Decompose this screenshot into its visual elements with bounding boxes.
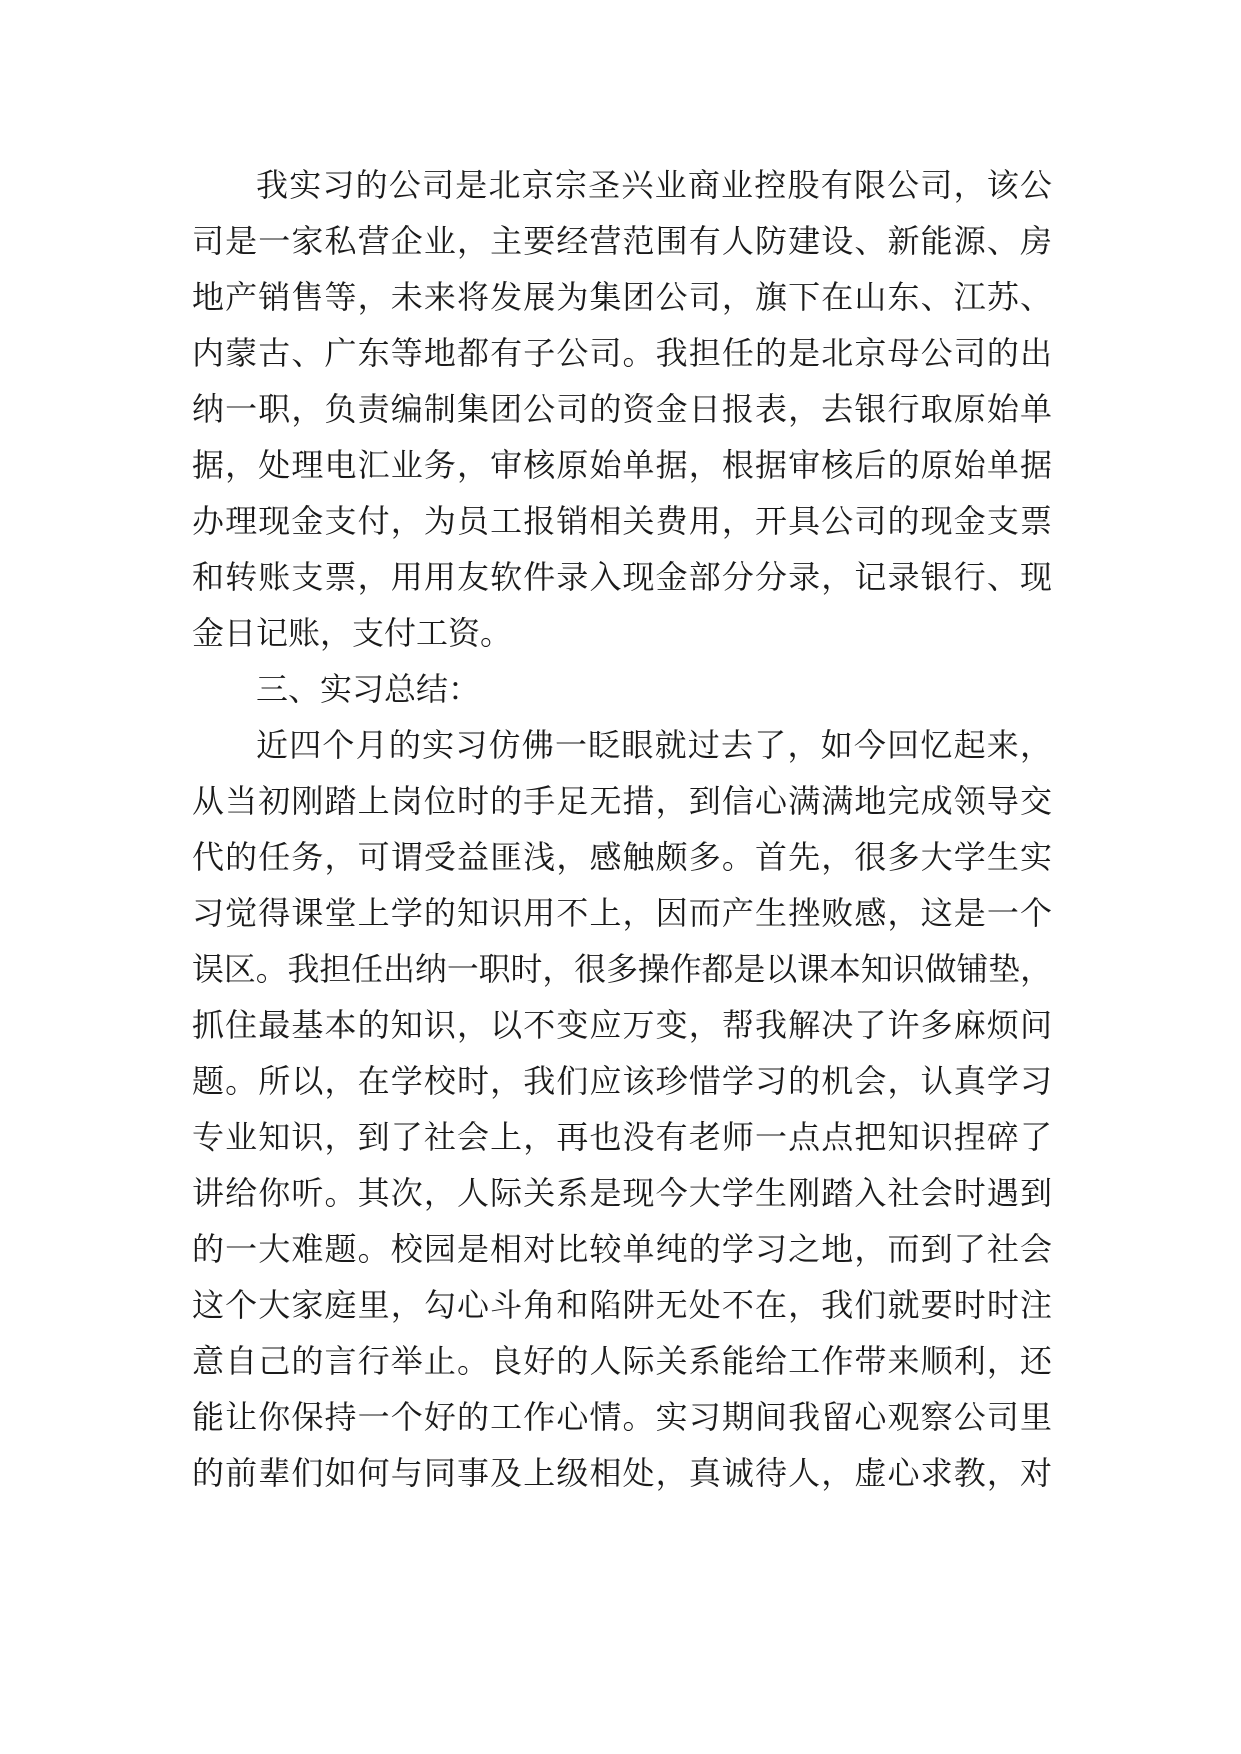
paragraph-line: 办理现金支付，为员工报销相关费用，开具公司的现金支票	[192, 502, 1054, 540]
paragraph-line: 这个大家庭里，勾心斗角和陷阱无处不在，我们就要时时注	[192, 1286, 1054, 1324]
section-heading: 三、实习总结：	[256, 670, 481, 708]
paragraph-line: 司是一家私营企业，主要经营范围有人防建设、新能源、房	[192, 222, 1054, 260]
paragraph-line: 近四个月的实习仿佛一眨眼就过去了，如今回忆起来，	[256, 726, 1054, 764]
paragraph-line: 专业知识，到了社会上，再也没有老师一点点把知识捏碎了	[192, 1118, 1054, 1156]
paragraph-line: 的一大难题。校园是相对比较单纯的学习之地，而到了社会	[192, 1230, 1054, 1268]
paragraph-line: 的前辈们如何与同事及上级相处，真诚待人，虚心求教，对	[192, 1454, 1054, 1492]
paragraph-line: 能让你保持一个好的工作心情。实习期间我留心观察公司里	[192, 1398, 1054, 1436]
paragraph-line: 意自己的言行举止。良好的人际关系能给工作带来顺利，还	[192, 1342, 1054, 1380]
paragraph-line: 题。所以，在学校时，我们应该珍惜学习的机会，认真学习	[192, 1062, 1054, 1100]
paragraph-line: 误区。我担任出纳一职时，很多操作都是以课本知识做铺垫，	[192, 950, 1053, 988]
paragraph-line: 习觉得课堂上学的知识用不上，因而产生挫败感，这是一个	[192, 894, 1054, 932]
paragraph-line: 我实习的公司是北京宗圣兴业商业控股有限公司，该公	[256, 166, 1054, 204]
paragraph-line: 纳一职，负责编制集团公司的资金日报表，去银行取原始单	[192, 390, 1054, 428]
paragraph-line: 从当初刚踏上岗位时的手足无措，到信心满满地完成领导交	[192, 782, 1054, 820]
paragraph-line: 代的任务，可谓受益匪浅，感触颇多。首先，很多大学生实	[192, 838, 1054, 876]
paragraph-line: 内蒙古、广东等地都有子公司。我担任的是北京母公司的出	[192, 334, 1054, 372]
paragraph-line: 金日记账，支付工资。	[192, 614, 513, 652]
paragraph-line: 和转账支票，用用友软件录入现金部分分录，记录银行、现	[192, 558, 1054, 596]
paragraph-line: 地产销售等，未来将发展为集团公司，旗下在山东、江苏、	[192, 278, 1054, 316]
paragraph-line: 讲给你听。其次，人际关系是现今大学生刚踏入社会时遇到	[192, 1174, 1054, 1212]
paragraph-line: 抓住最基本的知识，以不变应万变，帮我解决了许多麻烦问	[192, 1006, 1054, 1044]
paragraph-line: 据，处理电汇业务，审核原始单据，根据审核后的原始单据	[192, 446, 1054, 484]
